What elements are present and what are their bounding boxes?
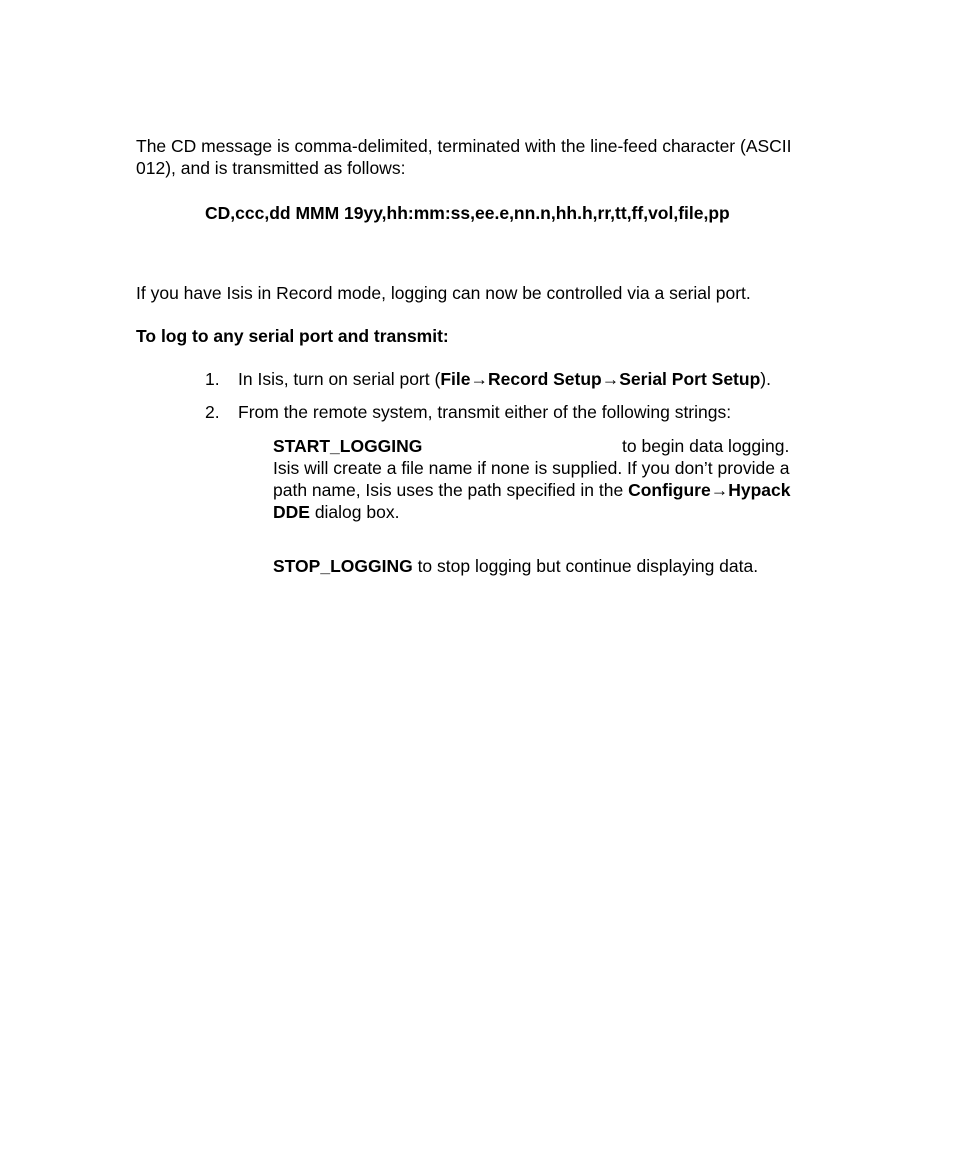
procedure-heading: To log to any serial port and transmit: [136,326,449,346]
menu-arrow-icon: → [601,369,620,389]
menu-arrow-icon: → [710,480,729,500]
start-logging-desc-rest: Isis will create a file name if none is supplied. If you don’t provide a path name, Isis uses the path specified in the [273,458,790,500]
stop-logging-command [273,555,758,577]
cd-message-format: CD,ccc,dd MMM 19yy,hh:mm:ss,ee.e,nn.n,hh.h,rr,tt,ff,vol,file,pp [205,203,730,223]
start-logging-command [273,435,821,523]
menu-hypack-dde: Hypack DDE [273,480,791,522]
stop-logging-desc: to stop logging but continue displaying data. [412,556,759,576]
stop-logging-name: STOP_LOGGING [273,556,413,576]
step-text-before: In Isis, turn on serial port ( [238,369,441,389]
step-2 [205,401,731,423]
start-logging-desc-end: dialog box. [309,502,400,522]
menu-file: File [440,369,471,389]
start-logging-description [273,457,821,523]
step-number: 1. [205,369,220,389]
menu-arrow-icon: → [470,369,488,389]
menu-serial-port-setup: Serial Port Setup [619,369,761,389]
step-text: From the remote system, transmit either of the following strings: [238,402,732,422]
step-number: 2. [205,402,220,422]
start-logging-desc-first: to begin data logging. [622,436,790,456]
record-mode-paragraph: If you have Isis in Record mode, logging can now be controlled via a serial port. [136,283,751,303]
menu-configure: Configure [628,480,711,500]
start-logging-name: START_LOGGING [273,436,423,456]
step-text-after: ). [760,369,771,389]
menu-record-setup: Record Setup [487,369,602,389]
intro-paragraph: The CD message is comma-delimited, terminated with the line-feed character (ASCII 012), and is transmitted as follows: [136,136,792,178]
step-1 [205,368,771,390]
